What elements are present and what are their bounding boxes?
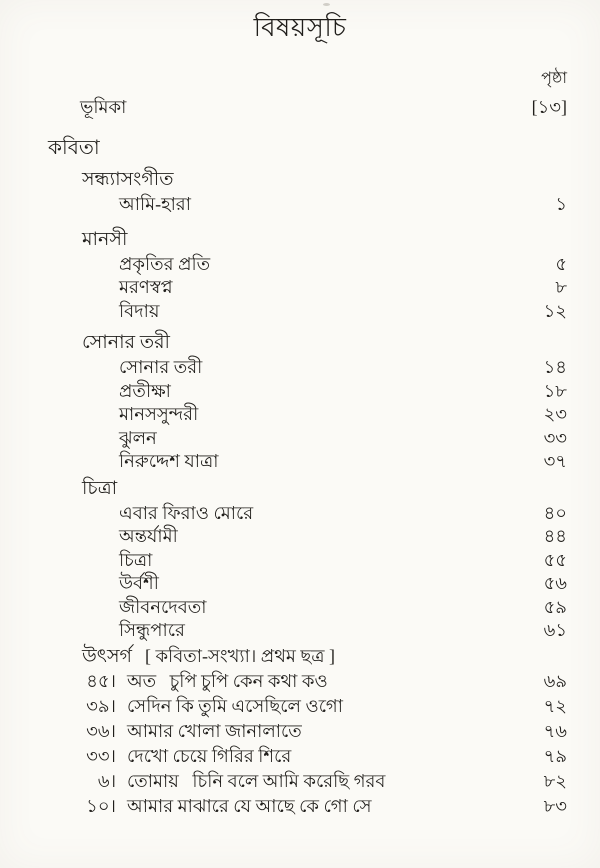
poem-number: ৩৯। (86, 695, 116, 716)
entry-title: প্রকৃতির প্রতি (119, 253, 211, 274)
section-title: সোনার তরী (82, 332, 170, 353)
section-heading (0, 167, 600, 193)
entry-title: প্রতীক্ষা (119, 380, 171, 401)
entry-title: ভূমিকা (80, 97, 127, 117)
page-title: বিষয়সূচি (253, 13, 347, 42)
section-title: সন্ধ্যাসংগীত (82, 169, 174, 190)
entry-title: সেদিন কি তুমি এসেছিলে ওগো (127, 695, 343, 716)
toc-row (0, 719, 600, 744)
entry-page-number: ৫ (555, 253, 567, 274)
toc-row (0, 502, 600, 526)
entry-page-number: ৬৯ (543, 670, 567, 691)
entry-page-number: ৭৯ (543, 745, 567, 766)
entry-title: চিত্রা (119, 549, 153, 570)
entry-page-number: ৭৬ (543, 720, 567, 741)
entry-title: আমি-হারা (119, 194, 191, 214)
toc-row (0, 193, 600, 217)
entry-page-number: ৫৯ (543, 596, 567, 617)
entry-page-number: ৫৫ (543, 549, 567, 570)
poem-number: ৩৬। (86, 720, 116, 741)
entry-title: নিরুদ্দেশ যাত্রা (119, 451, 219, 471)
entry-page-number: ৩৭ (543, 451, 567, 471)
section-title: মানসী (82, 228, 128, 250)
entry-title: মরণস্বপ্ন (119, 277, 173, 297)
page-number-column-header: পৃষ্ঠা (541, 70, 567, 87)
poem-number: ৬। (97, 770, 116, 791)
section-heading (0, 330, 600, 356)
entry-page-number: ৪৪ (543, 526, 567, 546)
toc-row (0, 276, 600, 300)
toc-row (0, 356, 600, 380)
toc-row (0, 427, 600, 451)
section-heading (0, 643, 600, 669)
entry-title: অন্তর্যামী (119, 526, 178, 546)
toc-row (0, 769, 600, 794)
entry-page-number: ৭২ (543, 695, 567, 716)
entry-page-number: ৮৩ (543, 795, 567, 816)
toc-row (0, 794, 600, 819)
entry-page-number: ৮ (555, 277, 567, 297)
entry-page-number: ১২ (543, 300, 567, 321)
poem-number: ১০। (86, 795, 116, 816)
entry-title: ঝুলন (119, 427, 157, 448)
entry-page-number: ৬১ (543, 620, 567, 640)
scan-artifact (323, 3, 330, 6)
entry-page-number: ১৪ (543, 357, 567, 377)
section-heading (0, 476, 600, 502)
poem-number: ৩৩। (86, 745, 116, 766)
entry-page-number: ২৩ (543, 404, 567, 424)
entry-title: উর্বশী (119, 573, 159, 593)
part-label: কবিতা (48, 137, 100, 159)
toc-row (0, 694, 600, 719)
toc-row (0, 525, 600, 549)
entry-title: এবার ফিরাও মোরে (119, 502, 254, 523)
entry-title: অত চুপি চুপি কেন কথা কও (127, 670, 328, 691)
entry-page-number: [১৩] (531, 97, 567, 117)
toc-row (0, 253, 600, 277)
entry-page-number: ৩৩ (543, 427, 567, 448)
entry-page-number: ৫৬ (543, 573, 567, 593)
entry-title: জীবনদেবতা (119, 596, 207, 617)
front-matter-row (0, 95, 600, 119)
entry-page-number: ১ (555, 194, 567, 214)
entry-title: দেখো চেয়ে গিরির শিরে (127, 745, 292, 766)
entry-title: বিদায় (119, 300, 160, 321)
section-title: উৎসর্গ (82, 645, 132, 667)
toc-row (0, 380, 600, 404)
entry-title: সিন্ধুপারে (119, 620, 185, 640)
entry-title: আমার খোলা জানালাতে (127, 720, 302, 741)
section-heading (0, 227, 600, 253)
toc-row (0, 619, 600, 643)
entry-page-number: ৮২ (543, 770, 567, 791)
toc-row (0, 300, 600, 324)
toc-row (0, 572, 600, 596)
toc-row (0, 450, 600, 474)
toc-row (0, 669, 600, 694)
toc-row (0, 596, 600, 620)
entry-title: আমার মাঝারে যে আছে কে গো সে (127, 795, 372, 816)
entry-title: তোমায় চিনি বলে আমি করেছি গরব (127, 770, 386, 791)
entry-title: সোনার তরী (119, 357, 203, 377)
poem-number: ৪৫। (86, 670, 116, 691)
section-title-note: [ কবিতা-সংখ্যা। প্রথম ছত্র ] (144, 645, 335, 666)
toc-row (0, 744, 600, 769)
entry-title: মানসসুন্দরী (119, 404, 199, 424)
part-heading (0, 135, 600, 161)
section-title: চিত্রা (82, 477, 118, 499)
toc-row (0, 403, 600, 427)
entry-page-number: ১৮ (543, 380, 567, 401)
toc-row (0, 549, 600, 573)
entry-page-number: ৪০ (543, 502, 567, 523)
